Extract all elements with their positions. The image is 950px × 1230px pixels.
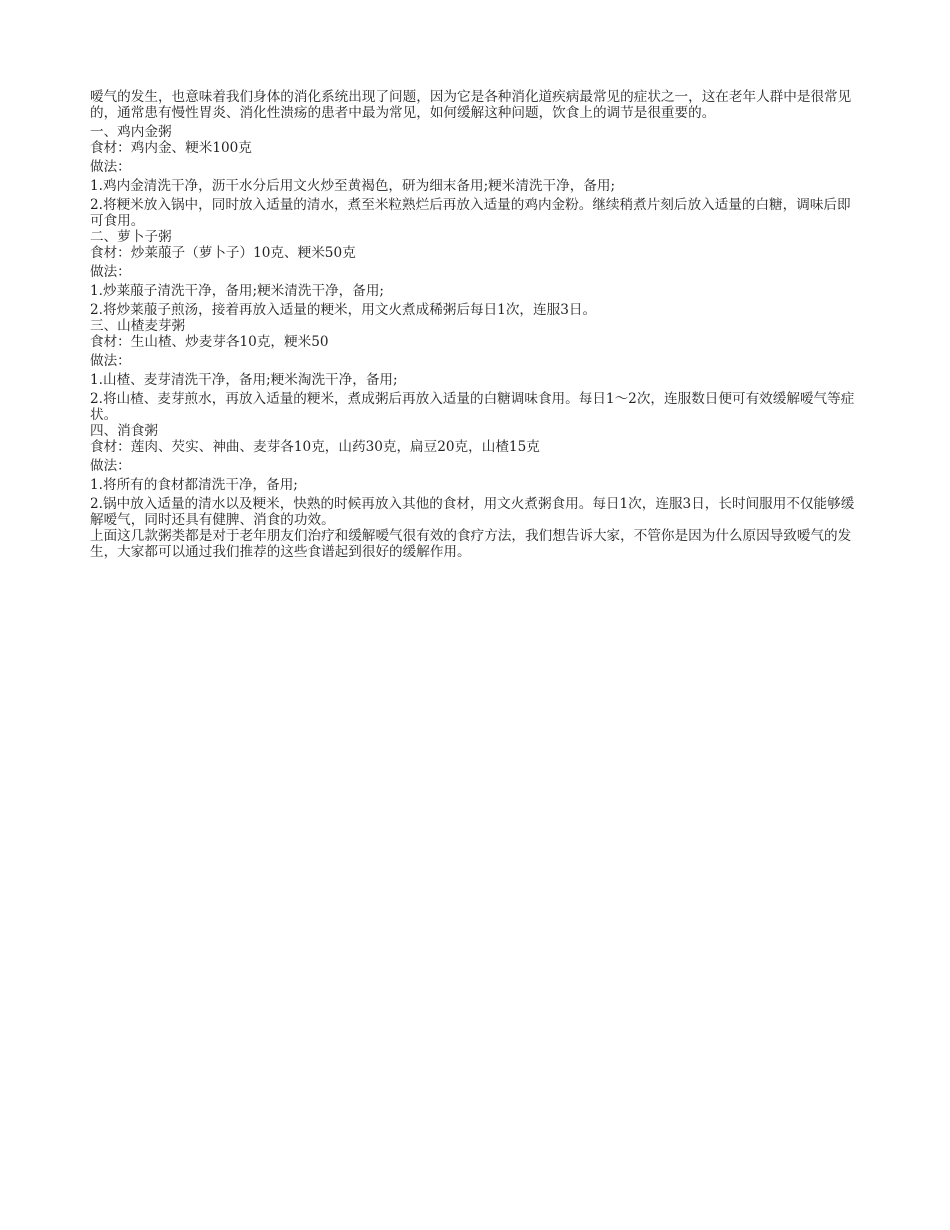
section-1-ingredients: 食材：鸡内金、粳米100克 <box>90 140 252 156</box>
section-1-step-2: 2.将粳米放入锅中，同时放入适量的清水，煮至米粒熟烂后再放入适量的鸡内金粉。继续稍煮片刻后放入适量的白糖，调味后即可食用。 <box>90 197 851 229</box>
conclusion-paragraph: 上面这几款粥类都是对于老年朋友们治疗和缓解嗳气很有效的食疗方法，我们想告诉大家，不管你是因为什么原因导致嗳气的发生，大家都可以通过我们推荐的这些食谱起到很好的缓解作用。 <box>90 528 852 560</box>
section-3-ingredients: 食材：生山楂、炒麦芽各10克，粳米50 <box>90 334 329 350</box>
section-1-method-label: 做法： <box>90 159 131 175</box>
section-2-step-2: 2.将炒莱菔子煎汤，接着再放入适量的粳米，用文火煮成稀粥后每日1次，连服3日。 <box>90 302 597 318</box>
section-2-step-1: 1.炒莱菔子清洗干净，备用;粳米清洗干净，备用; <box>90 283 385 299</box>
article-body <box>90 89 862 560</box>
section-4-step-1: 1.将所有的食材都清洗干净，备用; <box>90 477 298 493</box>
section-3-method-label: 做法： <box>90 353 131 369</box>
section-3-step-2: 2.将山楂、麦芽煎水，再放入适量的粳米，煮成粥后再放入适量的白糖调味食用。每日1～2次，连服数日便可有效缓解嗳气等症状。 <box>90 391 855 423</box>
section-4-ingredients: 食材：莲肉、芡实、神曲、麦芽各10克，山药30克，扁豆20克，山楂15克 <box>90 439 540 455</box>
section-2-title: 二、萝卜子粥 <box>90 229 172 245</box>
intro-paragraph: 嗳气的发生，也意味着我们身体的消化系统出现了问题，因为它是各种消化道疾病最常见的症状之一，这在老年人群中是很常见的，通常患有慢性胃炎、消化性溃疡的患者中最为常见，如何缓解这种问题，饮食上的调节是很重要的。 <box>90 89 852 121</box>
section-3-title: 三、山楂麦芽粥 <box>90 318 186 334</box>
section-2-ingredients: 食材：炒莱菔子（萝卜子）10克、粳米50克 <box>90 245 356 261</box>
section-1-step-1: 1.鸡内金清洗干净，沥干水分后用文火炒至黄褐色，研为细末备用;粳米清洗干净，备用; <box>90 178 616 194</box>
section-1-title: 一、鸡内金粥 <box>90 124 172 140</box>
section-4-title: 四、消食粥 <box>90 423 158 439</box>
section-4-method-label: 做法： <box>90 458 131 474</box>
section-2-method-label: 做法： <box>90 264 131 280</box>
section-4-step-2: 2.锅中放入适量的清水以及粳米，快熟的时候再放入其他的食材，用文火煮粥食用。每日1次，连服3日，长时间服用不仅能够缓解嗳气，同时还具有健脾、消食的功效。 <box>90 496 855 528</box>
section-3-step-1: 1.山楂、麦芽清洗干净，备用;粳米淘洗干净，备用; <box>90 372 398 388</box>
